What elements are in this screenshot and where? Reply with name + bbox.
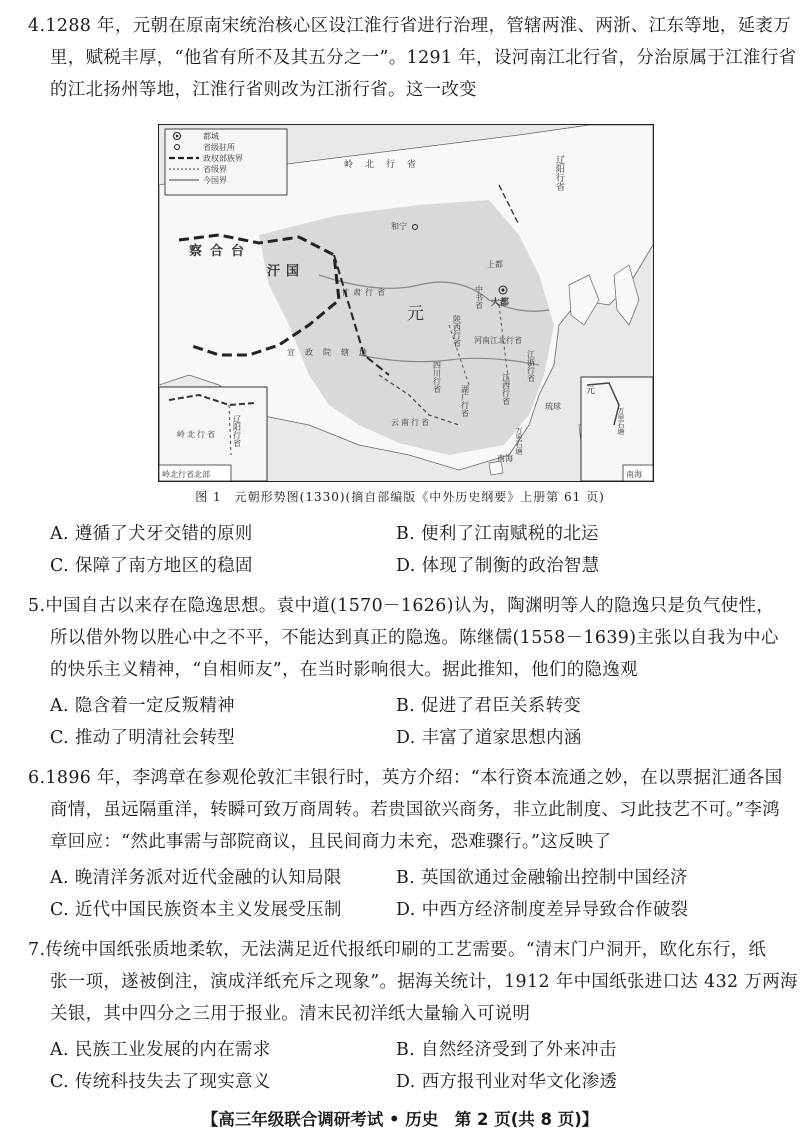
inset-liaoyang: 辽阳行省	[232, 415, 242, 447]
question-line: 商情，虽远隔重洋，转瞬可致万商周转。若贵国欲兴商务，非立此制度、习此技艺不可。”李鸿	[50, 800, 781, 820]
label-wanli: 万里石塘	[515, 427, 523, 455]
label-shaanxi: 陕西行省	[452, 315, 462, 347]
question-line: 的江北扬州等地，江淮行省则改为江浙行省。这一改变	[50, 80, 477, 100]
legend-capital: 都城	[203, 132, 219, 141]
label-liuqiu: 琉球	[545, 402, 561, 411]
option-a[interactable]: A. 隐含着一定反叛精神	[50, 696, 235, 716]
option-b[interactable]: B. 自然经济受到了外来冲击	[396, 1040, 617, 1060]
option-c[interactable]: C. 推动了明清社会转型	[50, 728, 236, 748]
inset-nanhai: 南海	[626, 470, 642, 479]
page-footer: 【高三年级联合调研考试 • 历史 第 2 页(共 8 页)】	[201, 1110, 599, 1129]
option-c[interactable]: C. 近代中国民族资本主义发展受压制	[50, 900, 342, 920]
label-lingbei: 岭北行省	[344, 160, 429, 170]
label-yunnan: 云南行省	[391, 418, 431, 427]
map-drawing	[159, 125, 653, 481]
option-d[interactable]: D. 丰富了道家思想内涵	[396, 728, 582, 748]
option-a[interactable]: A. 遵循了犬牙交错的原则	[50, 524, 253, 544]
option-c[interactable]: C. 保障了南方地区的稳固	[50, 556, 253, 576]
inset-wanli: 万里石塘	[617, 407, 625, 435]
question-4-stem	[28, 10, 797, 106]
label-jiangzhe: 江浙行省	[526, 350, 536, 382]
question-line: 张一项，遂被倒注，演成洋纸充斥之现象”。据海关统计，1912 年中国纸张进口达 432 万两海	[50, 972, 798, 992]
question-line: 4.1288 年，元朝在原南宋统治核心区设江淮行省进行治理，管辖两淮、两浙、江东等地，延袤万	[28, 16, 792, 36]
question-6-options	[50, 862, 774, 926]
label-huguang: 湖广行省	[460, 385, 470, 417]
label-liaoyang: 辽阳行省	[554, 155, 564, 191]
option-c[interactable]: C. 传统科技失去了现实意义	[50, 1072, 271, 1092]
question-line: 里，赋税丰厚，“他省有所不及其五分之一”。1291 年，设河南江北行省，分治原属于江淮行省	[50, 48, 797, 68]
legend-province-boundary: 省级界	[203, 165, 227, 174]
question-4-options	[50, 518, 774, 582]
option-d[interactable]: D. 中西方经济制度差异导致合作破裂	[396, 900, 689, 920]
inset-lingbei-label: 岭北行省	[177, 430, 217, 439]
label-henan: 河南江北行省	[474, 336, 522, 345]
option-b[interactable]: B. 促进了君臣关系转变	[396, 696, 582, 716]
label-nanhai-small: 南海	[497, 454, 513, 463]
question-5-options	[50, 690, 774, 754]
label-zhongshu: 中书省	[474, 285, 484, 309]
label-gansu: 甘肃行省	[341, 288, 389, 297]
question-line: 章回应：“然此事需与部院商议，且民间商力未充，恐难骤行。”这反映了	[50, 832, 612, 852]
legend-province-seat: 省级驻所	[203, 143, 235, 152]
inset-yuan: 元	[586, 386, 596, 396]
label-hanguo: 汗国	[267, 264, 306, 279]
option-d[interactable]: D. 西方报刊业对华文化渗透	[396, 1072, 618, 1092]
yuan-dynasty-map	[158, 124, 654, 482]
label-chahetai: 察合台	[189, 244, 253, 259]
question-7-options	[50, 1034, 774, 1098]
legend-regime-boundary: 政权部族界	[203, 154, 243, 163]
option-b[interactable]: B. 英国欲通过金融输出控制中国经济	[396, 868, 688, 888]
label-xuanzheng: 宣政院辖地	[287, 348, 377, 357]
label-heping: 和宁	[391, 222, 407, 231]
option-a[interactable]: A. 晚清洋务派对近代金融的认知局限	[50, 868, 342, 888]
question-line: 7.传统中国纸张质地柔软，无法满足近代报纸印刷的工艺需要。“清末门户洞开，欧化东行，纸	[28, 940, 767, 960]
figure-caption: 图 1 元朝形势图(1330)(摘自部编版《中外历史纲要》上册第 61 页)	[195, 490, 605, 504]
question-7-stem	[28, 934, 798, 1030]
label-yuan: 元	[407, 304, 424, 324]
option-d[interactable]: D. 体现了制衡的政治智慧	[396, 556, 600, 576]
label-jiangxi: 江西行省	[501, 373, 511, 405]
question-5-stem	[28, 590, 779, 686]
legend-modern-boundary: 今国界	[203, 176, 227, 185]
option-b[interactable]: B. 便利了江南赋税的北运	[396, 524, 599, 544]
label-shangdu: 上都	[487, 260, 503, 269]
question-line: 的快乐主义精神，“自相师友”，在当时影响很大。据此推知，他们的隐逸观	[50, 660, 638, 680]
question-line: 所以借外物以胜心中之不平，不能达到真正的隐逸。陈继儒(1558－1639)主张以自我为中心	[50, 628, 779, 648]
inset-lingbei-north: 岭北行省北部	[162, 470, 210, 479]
option-a[interactable]: A. 民族工业发展的内在需求	[50, 1040, 271, 1060]
question-line: 5.中国自古以来存在隐逸思想。袁中道(1570－1626)认为，陶渊明等人的隐逸只是负气使性，	[28, 596, 775, 616]
question-line: 6.1896 年，李鸿章在参观伦敦汇丰银行时，英方介绍：“本行资本流通之妙，在以票据汇通各国	[28, 768, 783, 788]
question-line: 关银，其中四分之三用于报业。清末民初洋纸大量输入可说明	[50, 1004, 531, 1024]
label-dadu: 大都	[491, 298, 510, 308]
label-sichuan: 四川行省	[432, 361, 442, 393]
question-6-stem	[28, 762, 783, 858]
